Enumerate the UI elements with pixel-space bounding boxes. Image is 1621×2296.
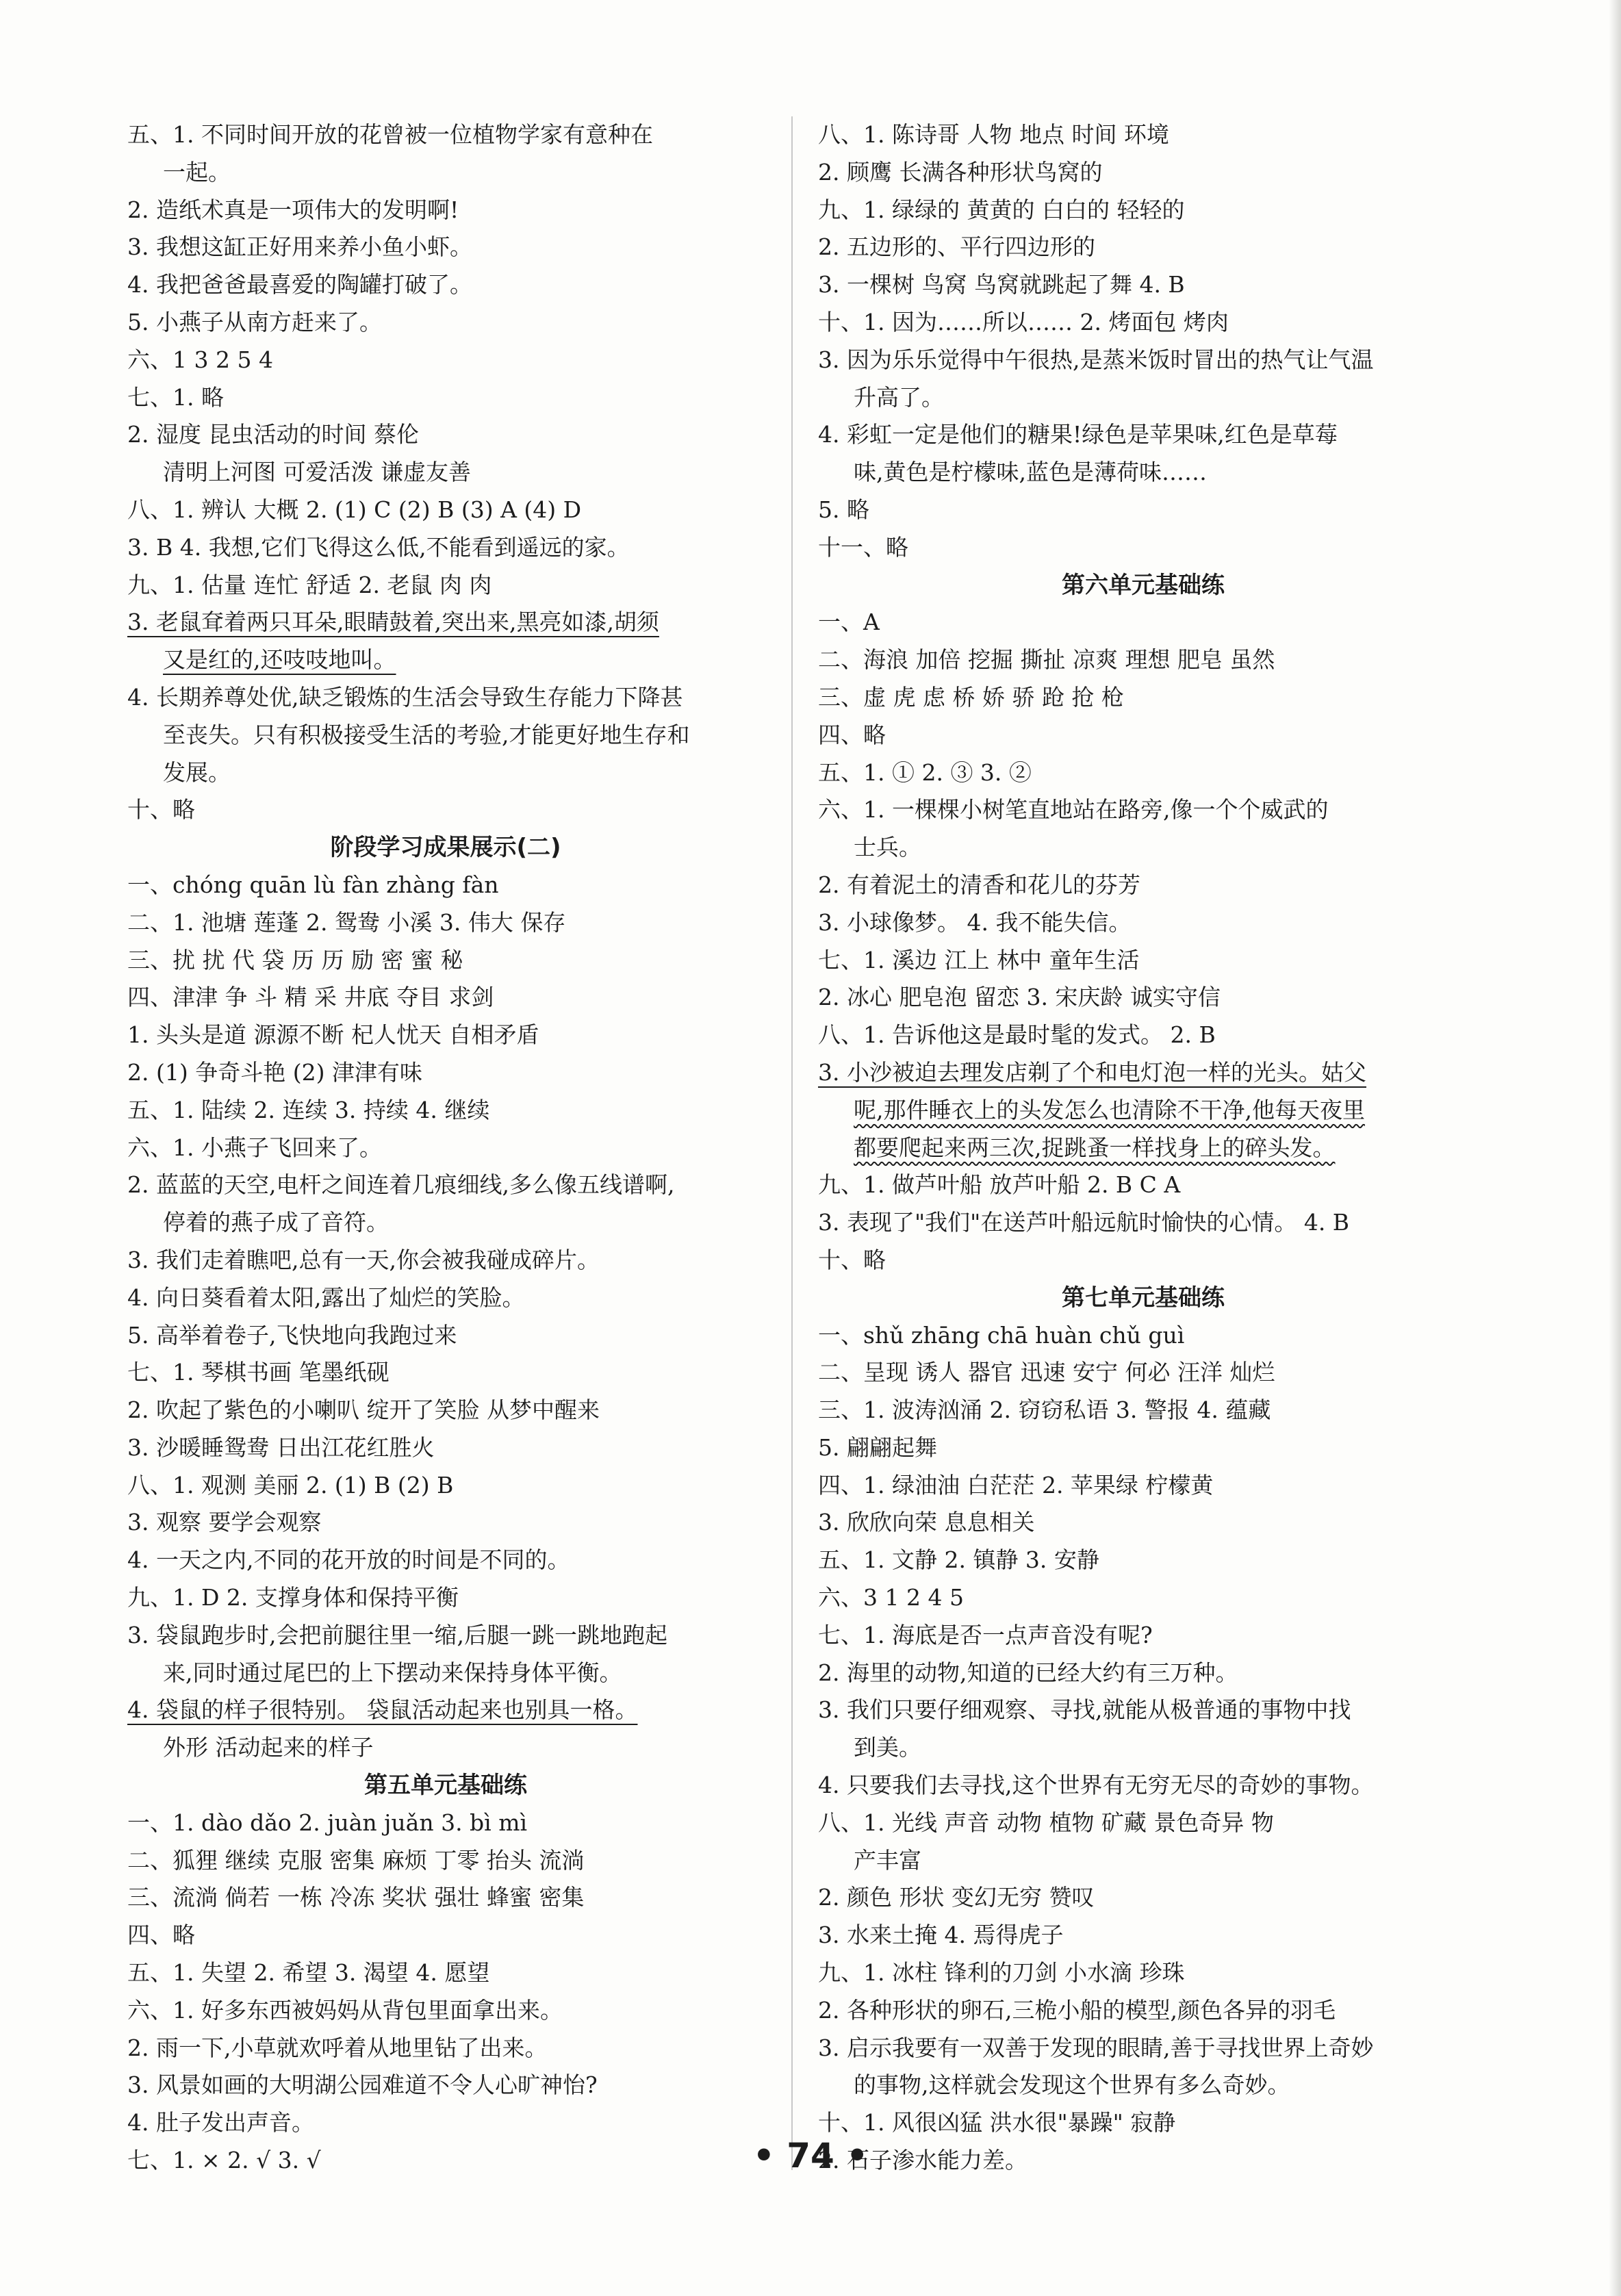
answer-line: 九、1. 估量 连忙 舒适 2. 老鼠 肉 肉 xyxy=(127,571,492,598)
answer-line: 2. 各种形状的卵石,三桅小船的模型,颜色各异的羽毛 xyxy=(818,1996,1336,2024)
answer-line: 升高了。 xyxy=(854,383,944,411)
answer-line: 3. 欣欣向荣 息息相关 xyxy=(818,1509,1035,1536)
answer-line: 1. 头头是道 源源不断 杞人忧天 自相矛盾 xyxy=(127,1021,539,1049)
answer-line: 八、1. 光线 声音 动物 植物 矿藏 景色奇异 物 xyxy=(818,1809,1274,1836)
answer-line: 四、津津 争 斗 精 采 井底 夺目 求剑 xyxy=(127,984,494,1011)
answer-line: 六、3 1 2 4 5 xyxy=(818,1584,964,1611)
answer-line: 六、1. 一棵棵小树笔直地站在路旁,像一个个威武的 xyxy=(818,796,1329,824)
answer-line: 四、略 xyxy=(127,1922,195,1949)
answer-line: 4. 我把爸爸最喜爱的陶罐打破了。 xyxy=(127,271,472,298)
answer-line: 3. 风景如画的大明湖公园难道不令人心旷神怡? xyxy=(127,2071,598,2099)
answer-line: 五、1. 不同时间开放的花曾被一位植物学家有意种在 xyxy=(127,121,653,148)
answer-line: 2. 五边形的、平行四边形的 xyxy=(818,233,1095,261)
answer-line: 三、虚 虎 虑 桥 娇 骄 跄 抢 枪 xyxy=(818,683,1124,711)
answer-line: 3. 我们走着瞧吧,总有一天,你会被我碰成碎片。 xyxy=(127,1246,600,1273)
answer-line: 至丧失。只有积极接受生活的考验,才能更好地生存和 xyxy=(163,721,690,748)
answer-line: 五、1. 陆续 2. 连续 3. 持续 4. 继续 xyxy=(127,1096,490,1123)
answer-line: 十一、略 xyxy=(818,533,908,561)
answer-line: 二、呈现 诱人 器官 迅速 安宁 何必 汪洋 灿烂 xyxy=(818,1359,1275,1386)
answer-line: 都要爬起来两三次,捉跳蚤一样找身上的碎头发。 xyxy=(854,1134,1336,1161)
answer-line: 发展。 xyxy=(163,758,231,786)
answer-line: 八、1. 陈诗哥 人物 地点 时间 环境 xyxy=(818,121,1169,148)
answer-line: 八、1. 辨认 大概 2. (1) C (2) B (3) A (4) D xyxy=(127,496,582,523)
answer-line: 一起。 xyxy=(163,158,231,186)
answer-line: 3. 观察 要学会观察 xyxy=(127,1509,322,1536)
section-heading: 第五单元基础练 xyxy=(364,1772,527,1800)
section-heading: 阶段学习成果展示(二) xyxy=(330,834,561,862)
answer-line: 三、1. 波涛汹涌 2. 窃窃私语 3. 警报 4. 蕴藏 xyxy=(818,1396,1271,1424)
answer-line: 5. 小燕子从南方赶来了。 xyxy=(127,308,382,335)
answer-line: 七、1. × 2. √ 3. √ xyxy=(127,2147,321,2174)
answer-line: 停着的燕子成了音符。 xyxy=(163,1209,389,1236)
answer-line: 2. 雨一下,小草就欢呼着从地里钻了出来。 xyxy=(127,2034,548,2061)
answer-line: 味,黄色是柠檬味,蓝色是薄荷味…… xyxy=(854,459,1207,486)
answer-line: 八、1. 观测 美丽 2. (1) B (2) B xyxy=(127,1471,454,1498)
scan-edge-shadow xyxy=(1609,0,1621,2296)
answer-line: 一、A xyxy=(818,609,880,636)
answer-line: 2. 有着泥土的清香和花儿的芬芳 xyxy=(818,871,1140,898)
answer-line: 十、略 xyxy=(127,796,195,824)
answer-line: 3. 我们只要仔细观察、寻找,就能从极普通的事物中找 xyxy=(818,1696,1351,1724)
answer-line: 4. 彩虹一定是他们的糖果!绿色是苹果味,红色是草莓 xyxy=(818,421,1338,448)
answer-line: 3. 水来土掩 4. 焉得虎子 xyxy=(818,1922,1064,1949)
answer-line: 3. 启示我要有一双善于发现的眼睛,善于寻找世界上奇妙 xyxy=(818,2034,1374,2061)
answer-line: 3. 一棵树 鸟窝 鸟窝就跳起了舞 4. B xyxy=(818,271,1185,298)
answer-line: 4. 袋鼠的样子很特别。 袋鼠活动起来也别具一格。 xyxy=(127,1696,638,1724)
answer-line: 一、chóng quān lù fàn zhàng fàn xyxy=(127,871,499,898)
answer-line: 3. B 4. 我想,它们飞得这么低,不能看到遥远的家。 xyxy=(127,533,630,561)
answer-line: 5. 翩翩起舞 xyxy=(818,1433,937,1461)
answer-line: 产丰富 xyxy=(854,1846,921,1874)
answer-line: 2. 湿度 昆虫活动的时间 蔡伦 xyxy=(127,421,419,448)
answer-line: 十、略 xyxy=(818,1246,886,1273)
answer-line: 九、1. 做芦叶船 放芦叶船 2. B C A xyxy=(818,1171,1181,1199)
answer-line: 5. 高举着卷子,飞快地向我跑过来 xyxy=(127,1321,457,1349)
section-heading: 第七单元基础练 xyxy=(1062,1284,1225,1312)
answer-line: 一、shǔ zhāng chā huàn chǔ guì xyxy=(818,1321,1185,1349)
answer-line: 3. 沙暖睡鸳鸯 日出江花红胜火 xyxy=(127,1433,435,1461)
answer-line: 3. 袋鼠跑步时,会把前腿往里一缩,后腿一跳一跳地跑起 xyxy=(127,1621,667,1648)
answer-line: 来,同时通过尾巴的上下摆动来保持身体平衡。 xyxy=(163,1659,622,1686)
answer-line: 2. (1) 争奇斗艳 (2) 津津有味 xyxy=(127,1058,422,1086)
answer-line: 三、扰 扰 代 袋 历 历 励 密 蜜 秘 xyxy=(127,946,463,973)
column-divider xyxy=(791,116,793,2170)
answer-line: 十、1. 风很凶猛 洪水很"暴躁" 寂静 xyxy=(818,2109,1176,2136)
answer-line: 2. 石子渗水能力差。 xyxy=(818,2147,1028,2174)
answer-line: 3. 小球像梦。 4. 我不能失信。 xyxy=(818,908,1132,936)
answer-line: 二、海浪 加倍 挖掘 撕扯 凉爽 理想 肥皂 虽然 xyxy=(818,646,1275,674)
answer-line: 九、1. D 2. 支撑身体和保持平衡 xyxy=(127,1584,459,1611)
answer-line: 五、1. 失望 2. 希望 3. 渴望 4. 愿望 xyxy=(127,1959,490,1987)
answer-line: 5. 略 xyxy=(818,496,869,523)
answer-line: 八、1. 告诉他这是最时髦的发式。 2. B xyxy=(818,1021,1216,1049)
answer-line: 七、1. 溪边 江上 林中 童年生活 xyxy=(818,946,1140,973)
answer-line: 七、1. 琴棋书画 笔墨纸砚 xyxy=(127,1359,390,1386)
answer-line: 4. 向日葵看着太阳,露出了灿烂的笑脸。 xyxy=(127,1284,525,1311)
answer-line: 2. 蓝蓝的天空,电杆之间连着几痕细线,多么像五线谱啊, xyxy=(127,1171,675,1199)
answer-line: 4. 长期养尊处优,缺乏锻炼的生活会导致生存能力下降甚 xyxy=(127,683,683,711)
answer-line: 3. 小沙被迫去理发店剃了个和电灯泡一样的光头。姑父 xyxy=(818,1058,1366,1086)
answer-line: 2. 颜色 形状 变幻无穷 赞叹 xyxy=(818,1884,1095,1911)
answer-line: 呢,那件睡衣上的头发怎么也清除不干净,他每天夜里 xyxy=(854,1096,1365,1123)
answer-line: 2. 冰心 肥皂泡 留恋 3. 宋庆龄 诚实守信 xyxy=(818,984,1221,1011)
answer-line: 清明上河图 可爱活泼 谦虚友善 xyxy=(163,459,471,486)
answer-line: 四、1. 绿油油 白茫茫 2. 苹果绿 柠檬黄 xyxy=(818,1471,1214,1498)
answer-line: 的事物,这样就会发现这个世界有多么奇妙。 xyxy=(854,2071,1290,2099)
answer-line: 3. 因为乐乐觉得中午很热,是蒸米饭时冒出的热气让气温 xyxy=(818,346,1374,373)
page-number: • 74 • xyxy=(752,2136,869,2176)
answer-line: 二、1. 池塘 莲蓬 2. 鸳鸯 小溪 3. 伟大 保存 xyxy=(127,908,566,936)
answer-line: 九、1. 绿绿的 黄黄的 白白的 轻轻的 xyxy=(818,196,1185,223)
answer-line: 六、1. 好多东西被妈妈从背包里面拿出来。 xyxy=(127,1996,563,2024)
answer-line: 4. 肚子发出声音。 xyxy=(127,2109,314,2136)
answer-line: 四、略 xyxy=(818,721,886,748)
left-column xyxy=(127,116,764,2180)
section-heading: 第六单元基础练 xyxy=(1062,571,1225,599)
answer-line: 九、1. 冰柱 锋利的刀剑 小水滴 珍珠 xyxy=(818,1959,1185,1987)
answer-line: 4. 只要我们去寻找,这个世界有无穷无尽的奇妙的事物。 xyxy=(818,1772,1374,1799)
answer-line: 4. 一天之内,不同的花开放的时间是不同的。 xyxy=(127,1546,570,1574)
answer-line: 五、1. ① 2. ③ 3. ② xyxy=(818,758,1032,786)
answer-line: 2. 造纸术真是一项伟大的发明啊! xyxy=(127,196,459,223)
answer-line: 3. 我想这缸正好用来养小鱼小虾。 xyxy=(127,233,472,261)
answer-line: 士兵。 xyxy=(854,834,921,861)
answer-line: 到美。 xyxy=(854,1734,921,1761)
answer-line: 3. 老鼠耷着两只耳朵,眼睛鼓着,突出来,黑亮如漆,胡须 xyxy=(127,609,659,636)
answer-line: 2. 吹起了紫色的小喇叭 绽开了笑脸 从梦中醒来 xyxy=(127,1396,600,1424)
answer-line: 2. 海里的动物,知道的已经大约有三万种。 xyxy=(818,1659,1238,1686)
answer-line: 三、流淌 倘若 一栋 冷冻 奖状 强壮 蜂蜜 密集 xyxy=(127,1884,585,1911)
answer-line: 七、1. 海底是否一点声音没有呢? xyxy=(818,1621,1153,1648)
answer-line: 六、1 3 2 5 4 xyxy=(127,346,273,373)
answer-line: 二、狐狸 继续 克服 密集 麻烦 丁零 抬头 流淌 xyxy=(127,1846,585,1874)
answer-line: 十、1. 因为……所以…… 2. 烤面包 烤肉 xyxy=(818,308,1229,335)
answer-line: 又是红的,还吱吱地叫。 xyxy=(163,646,396,674)
answer-line: 六、1. 小燕子飞回来了。 xyxy=(127,1134,382,1161)
answer-line: 外形 活动起来的样子 xyxy=(163,1734,374,1761)
answer-line: 2. 顾鹰 长满各种形状鸟窝的 xyxy=(818,158,1103,186)
answer-line: 一、1. dào dǎo 2. juàn juǎn 3. bì mì xyxy=(127,1809,528,1836)
answer-line: 七、1. 略 xyxy=(127,383,224,411)
answer-line: 五、1. 文静 2. 镇静 3. 安静 xyxy=(818,1546,1099,1574)
right-column xyxy=(818,116,1468,2180)
answer-line: 3. 表现了"我们"在送芦叶船远航时愉快的心情。 4. B xyxy=(818,1209,1350,1236)
